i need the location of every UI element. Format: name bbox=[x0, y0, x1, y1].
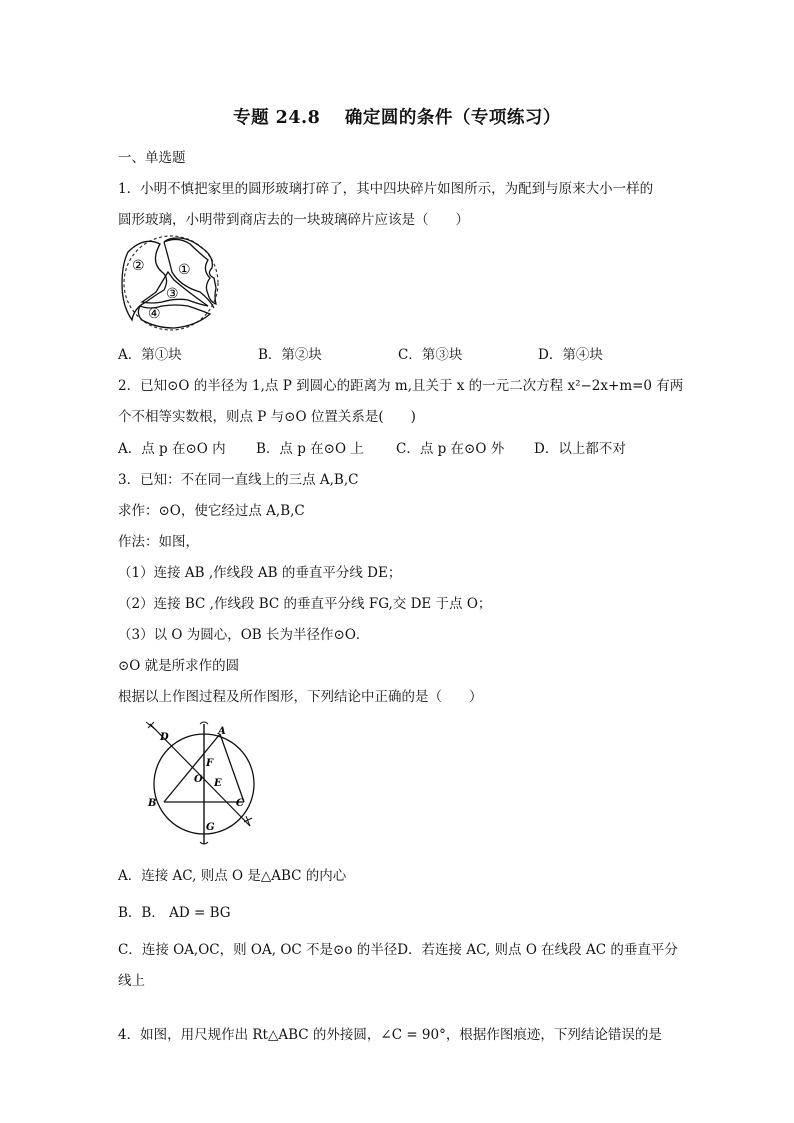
q1-fig-label-1: ① bbox=[178, 262, 191, 278]
q3-given: 3．已知：不在同一直线上的三点 A,B,C bbox=[118, 472, 359, 488]
q3-option-c-line2: 线上 bbox=[118, 973, 145, 989]
q3-construct: 求作：⊙O，使它经过点 A,B,C bbox=[118, 503, 305, 519]
q3-option-c-line1[interactable]: C．连接 OA,OC，则 OA, OC 不是⊙o 的半径D．若连接 AC, 则点 O 在线段 AC 的垂直平分 bbox=[118, 942, 678, 958]
q2-stem-line2: 个不相等实数根，则点 P 与⊙O 位置关系是( ) bbox=[118, 409, 416, 425]
q2-option-d[interactable]: D．以上都不对 bbox=[534, 441, 626, 457]
page-title: 专题 24.8 确定圆的条件（专项练习） bbox=[233, 108, 561, 128]
q3-option-b[interactable]: B．B． AD = BG bbox=[118, 905, 231, 921]
q3-step1: （1）连接 AB ,作线段 AB 的垂直平分线 DE； bbox=[118, 565, 402, 581]
q3-question: 根据以上作图过程及所作图形，下列结论中正确的是（ ） bbox=[118, 689, 483, 705]
q1-stem-line2: 圆形玻璃，小明带到商店去的一块玻璃碎片应该是（ ） bbox=[118, 212, 469, 228]
q3-construction-figure bbox=[138, 718, 262, 848]
q1-option-c[interactable]: C．第③块 bbox=[398, 347, 463, 363]
q3-method: 作法：如图， bbox=[118, 534, 199, 550]
q1-fig-label-3: ③ bbox=[166, 286, 179, 302]
q3-label-g: G bbox=[206, 822, 215, 833]
q1-glass-figure bbox=[118, 234, 224, 332]
section-heading: 一、单选题 bbox=[118, 150, 186, 166]
q3-label-b: B bbox=[148, 798, 157, 809]
q1-fig-label-4: ④ bbox=[148, 306, 161, 322]
q2-stem-line1: 2．已知⊙O 的半径为 1,点 P 到圆心的距离为 m,且关于 x 的一元二次方程 x²−2x+m=0 有两 bbox=[118, 378, 684, 394]
q3-step3: （3）以 O 为圆心，OB 长为半径作⊙O． bbox=[118, 627, 370, 643]
q2-options bbox=[118, 437, 626, 457]
q1-options bbox=[118, 343, 603, 363]
q1-option-a[interactable]: A．第①块 bbox=[118, 347, 182, 363]
q3-label-c: C bbox=[236, 798, 244, 809]
q3-label-f: F bbox=[206, 758, 214, 769]
q2-option-b[interactable]: B．点 p 在⊙O 上 bbox=[256, 441, 364, 457]
q2-option-c[interactable]: C．点 p 在⊙O 外 bbox=[396, 441, 505, 457]
q3-option-a[interactable]: A．连接 AC, 则点 O 是△ABC 的内心 bbox=[118, 868, 347, 884]
q2-option-a[interactable]: A．点 p 在⊙O 内 bbox=[118, 441, 226, 457]
q1-option-d[interactable]: D．第④块 bbox=[538, 347, 603, 363]
q1-option-b[interactable]: B．第②块 bbox=[258, 347, 322, 363]
q4-stem-line1: 4．如图，用尺规作出 Rt△ABC 的外接圆，∠C = 90°，根据作图痕迹，下列结论错误的是 bbox=[118, 1027, 662, 1043]
q3-label-o: O bbox=[194, 774, 203, 785]
q3-label-d: D bbox=[160, 732, 169, 743]
q1-stem-line1: 1．小明不慎把家里的圆形玻璃打碎了，其中四块碎片如图所示，为配到与原来大小一样的 bbox=[118, 181, 654, 197]
q1-fig-label-2: ② bbox=[132, 258, 145, 274]
q3-label-e: E bbox=[214, 778, 222, 789]
q3-conclusion: ⊙O 就是所求作的圆 bbox=[118, 658, 240, 674]
q3-label-a: A bbox=[218, 726, 226, 737]
q3-step2: （2）连接 BC ,作线段 BC 的垂直平分线 FG,交 DE 于点 O； bbox=[118, 596, 492, 612]
